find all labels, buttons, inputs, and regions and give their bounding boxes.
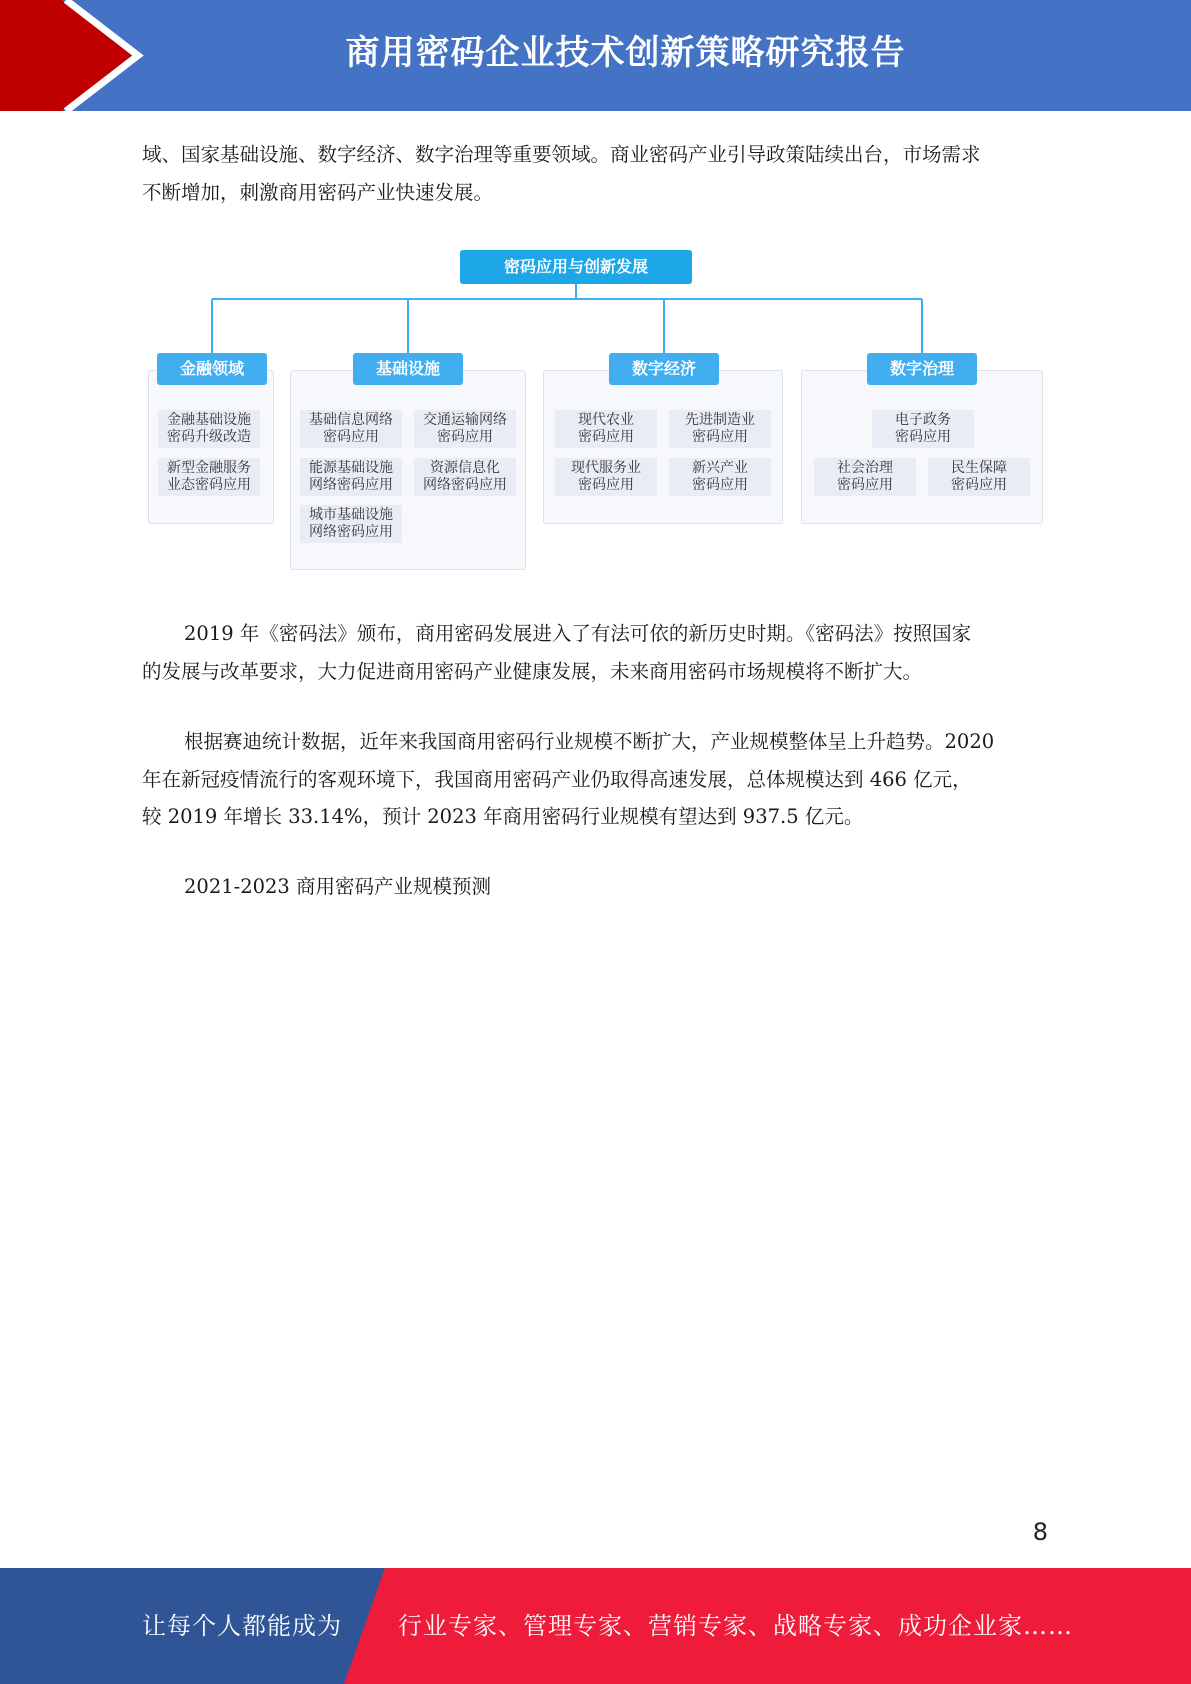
intro-paragraph: [142, 136, 1047, 211]
diagram-item: 新兴产业 密码应用: [669, 458, 771, 496]
footer-slogan-left: 让每个人都能成为: [142, 1612, 342, 1640]
crypto-application-diagram: [142, 246, 1047, 576]
report-title: 商用密码企业技术创新策略研究报告: [345, 33, 906, 73]
diagram-item: 现代服务业 密码应用: [555, 458, 657, 496]
diagram-item: 民生保障 密码应用: [928, 458, 1030, 496]
page-header: [0, 0, 1191, 111]
figure-caption: [142, 868, 1047, 906]
diagram-item: 基础信息网络 密码应用: [300, 410, 402, 448]
diagram-item: 资源信息化 网络密码应用: [414, 458, 516, 496]
market-scale-line-2: 年在新冠疫情流行的客观环境下，我国商用密码产业仍取得高速发展，总体规模达到 466 亿元，: [142, 767, 972, 791]
diagram-item: 金融基础设施 密码升级改造: [158, 410, 260, 448]
crypto-law-line-1: 2019 年《密码法》颁布，商用密码发展进入了有法可依的新历史时期。《密码法》按照国家: [184, 622, 972, 645]
category-label-digital-economy: 数字经济: [609, 353, 719, 385]
category-label-digital-governance: 数字治理: [867, 353, 977, 385]
intro-line-1: 域、国家基础设施、数字经济、数字治理等重要领域。商业密码产业引导政策陆续出台，市场需求: [142, 143, 981, 166]
market-scale-line-3: 较 2019 年增长 33.14%，预计 2023 年商用密码行业规模有望达到 937.5 亿元。: [142, 805, 864, 828]
category-label-finance: 金融领域: [157, 353, 267, 385]
page-footer: [0, 1568, 1191, 1684]
page-number: 8: [1032, 1518, 1048, 1546]
crypto-law-paragraph: [142, 615, 1047, 690]
diagram-root-node: 密码应用与创新发展: [460, 250, 692, 284]
footer-slogan-right: 行业专家、管理专家、营销专家、战略专家、成功企业家……: [398, 1612, 1073, 1640]
diagram-item: 城市基础设施 网络密码应用: [300, 505, 402, 543]
diagram-item: 现代农业 密码应用: [555, 410, 657, 448]
diagram-item: 能源基础设施 网络密码应用: [300, 458, 402, 496]
market-scale-line-1: 根据赛迪统计数据，近年来我国商用密码行业规模不断扩大，产业规模整体呈上升趋势。2020: [184, 730, 995, 753]
market-scale-paragraph: [142, 723, 1047, 836]
crypto-law-line-2: 的发展与改革要求，大力促进商用密码产业健康发展，未来商用密码市场规模将不断扩大。: [142, 659, 923, 683]
diagram-item: 先进制造业 密码应用: [669, 410, 771, 448]
diagram-item: 社会治理 密码应用: [814, 458, 916, 496]
figure-caption-text: 2021-2023 商用密码产业规模预测: [184, 875, 492, 898]
diagram-item: 交通运输网络 密码应用: [414, 410, 516, 448]
header-chevron-decoration: [0, 0, 160, 111]
category-label-infrastructure: 基础设施: [353, 353, 463, 385]
diagram-item: 新型金融服务 业态密码应用: [158, 458, 260, 496]
diagram-item: 电子政务 密码应用: [872, 410, 974, 448]
intro-line-2: 不断增加，刺激商用密码产业快速发展。: [142, 180, 494, 204]
